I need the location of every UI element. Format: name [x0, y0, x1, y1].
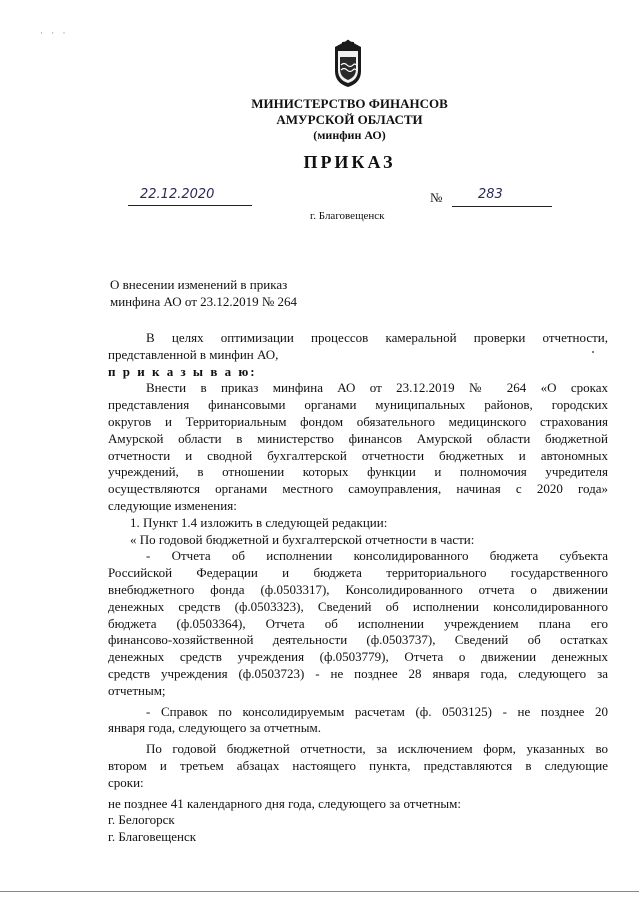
date-underline [128, 205, 252, 206]
page-bottom-rule [0, 891, 639, 892]
body-line: - Справок по консолидируемым расчетам (ф. 0503125) - не позднее 20 [146, 703, 608, 719]
body-line: Амурской области в министерство финансов Амурской области бюджетной [108, 430, 608, 446]
body-line: денежных средств (ф.0503323), Сведений об исполнении консолидированного [108, 598, 608, 614]
body-line: В целях оптимизации процессов камеральной проверки отчетности, [146, 330, 608, 345]
number-sign: № [430, 190, 443, 205]
body-line: округов и Территориальным фондом обязательного медицинского страхования [108, 413, 608, 429]
number-underline [452, 206, 552, 207]
body-line: отчетности и сводной бухгалтерской отчетности бюджетных и автономных [108, 447, 608, 463]
body-line: января года, следующего за отчетным. [108, 720, 321, 736]
body-line: Российской Федерации и бюджета территориального государственного [108, 565, 608, 581]
body-line: 1. Пункт 1.4 изложить в следующей редакции: [130, 514, 388, 530]
order-number: 283 [478, 187, 503, 202]
body-line: г. Белогорск [108, 812, 175, 828]
body-line: внебюджетного фонда (ф.0503317), Консолидированного отчета о движении [108, 581, 608, 597]
ministry-abbrev: (минфин АО) [313, 128, 386, 142]
scan-artifact: · · · [40, 28, 69, 38]
ministry-name: МИНИСТЕРСТВО ФИНАНСОВ [251, 96, 448, 111]
city: г. Благовещенск [310, 210, 385, 222]
body-line: следующие изменения: [108, 497, 237, 513]
subject-line-2: минфина АО от 23.12.2019 № 264 [110, 294, 298, 309]
body-line: учреждений, в отношении которых функции и полномочия учредителя [108, 464, 608, 480]
body-line: представленной в минфин АО, [108, 346, 279, 362]
body-line: осуществляются органами местного самоуправления, начиная с 2020 года» [108, 481, 608, 497]
body-line: Внести в приказ минфина АО от 23.12.2019 № 264 «О сроках [146, 380, 608, 396]
document-title: ПРИКАЗ [303, 152, 396, 172]
region-name: АМУРСКОЙ ОБЛАСТИ [276, 112, 423, 127]
body-line: сроки: [108, 774, 144, 790]
body-line: представления финансовыми органами муниципальных районов, городских [108, 397, 608, 413]
order-date: 22.12.2020 [140, 187, 215, 202]
body-line: бюджета (ф.0503364), Отчета об исполнении учреждением плана его [108, 615, 608, 631]
body-line: « По годовой бюджетной и бухгалтерской отчетности в части: [130, 531, 475, 547]
body-line: втором и третьем абзацах настоящего пункта, представляются в следующие [108, 757, 608, 773]
body-line: отчетным; [108, 682, 166, 698]
body-line: средств учреждения (ф.0503723) - не позднее 28 января года, следующего за [108, 665, 608, 681]
document-body [108, 330, 608, 846]
order-verb: п р и к а з ы в а ю: [108, 363, 257, 379]
body-line: г. Благовещенск [108, 829, 197, 845]
body-line: финансово-хозяйственной деятельности (ф.0503737), Сведений об остатках [108, 632, 608, 648]
coat-of-arms-icon [327, 37, 369, 89]
body-line: По годовой бюджетной отчетности, за исключением форм, указанных во [146, 741, 608, 757]
body-line: денежных средств учреждения (ф.0503779), Отчета о движении денежных [108, 649, 608, 665]
body-line: - Отчета об исполнении консолидированного бюджета субъекта [146, 548, 608, 564]
body-line: не позднее 41 календарного дня года, следующего за отчетным: [108, 795, 461, 811]
subject-line-1: О внесении изменений в приказ [110, 277, 288, 292]
